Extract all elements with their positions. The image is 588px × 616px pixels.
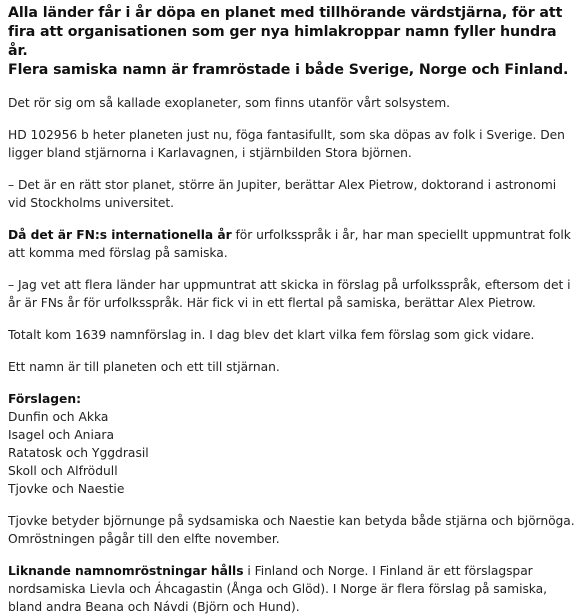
article-lead [8,4,578,80]
proposals-heading: Förslagen: [8,392,82,406]
list-item: Tjovke och Naestie [8,482,125,496]
paragraph-similar-votes [8,562,578,616]
paragraph-un-year-rest: för urfolksspråk i år, har man speciellt uppmuntrat folk att komma med förslag på samiska. [8,228,571,260]
paragraph-exoplanets: Det rör sig om så kallade exoplaneter, som finns utanför vårt solsystem. [8,96,451,110]
list-item: Isagel och Aniara [8,428,115,442]
paragraph-similar-votes-bold: Liknande namnomröstningar hålls [8,564,244,578]
lead-line-2: Flera samiska namn är framröstade i både Sverige, Norge och Finland. [8,62,569,78]
lead-line-1: Alla länder får i år döpa en planet med tillhörande värdstjärna, för att fira att organisationen som ger nya himlakroppar namn fyller hundra år. [8,5,563,59]
list-item: Skoll och Alfrödull [8,464,118,478]
paragraph-meaning: Tjovke betyder björnunge på sydsamiska och Naestie kan betyda både stjärna och björnöga. Omröstningen pågår till den elfte november. [8,514,575,546]
paragraph-un-year-bold: Då det är FN:s internationella år [8,228,232,242]
paragraph-quote-indigenous: – Jag vet att flera länder har uppmuntrat att skicka in förslag på urfolksspråk, eftersom det i år är FNs år för urfolksspråk. Här fick vi in ett flertal på samiska, berättar Alex Pietrow. [8,278,571,310]
paragraph-similar-votes-rest: i Finland och Norge. I Finland är ett förslagspar nordsamiska Lievla och Áhcagastin (Ånga och Glöd). I Norge är flera förslag på samiska, bland andra Beana och Návdi (Björn och Hund). [8,564,547,614]
list-item: Ratatosk och Yggdrasil [8,446,149,460]
paragraph-total: Totalt kom 1639 namnförslag in. I dag blev det klart vilka fem förslag som gick vidare. [8,328,535,342]
list-item: Dunfin och Akka [8,410,109,424]
paragraph-quote-size: – Det är en rätt stor planet, större än Jupiter, berättar Alex Pietrow, doktorand i astronomi vid Stockholms universitet. [8,178,557,210]
proposals-list [8,390,578,498]
paragraph-one-each: Ett namn är till planeten och ett till stjärnan. [8,360,280,374]
paragraph-planet-name: HD 102956 b heter planeten just nu, föga fantasifullt, som ska döpas av folk i Sverige. Den ligger bland stjärnorna i Karlavagnen, i stjärnbilden Stora björnen. [8,128,565,160]
paragraph-un-year [8,226,578,262]
